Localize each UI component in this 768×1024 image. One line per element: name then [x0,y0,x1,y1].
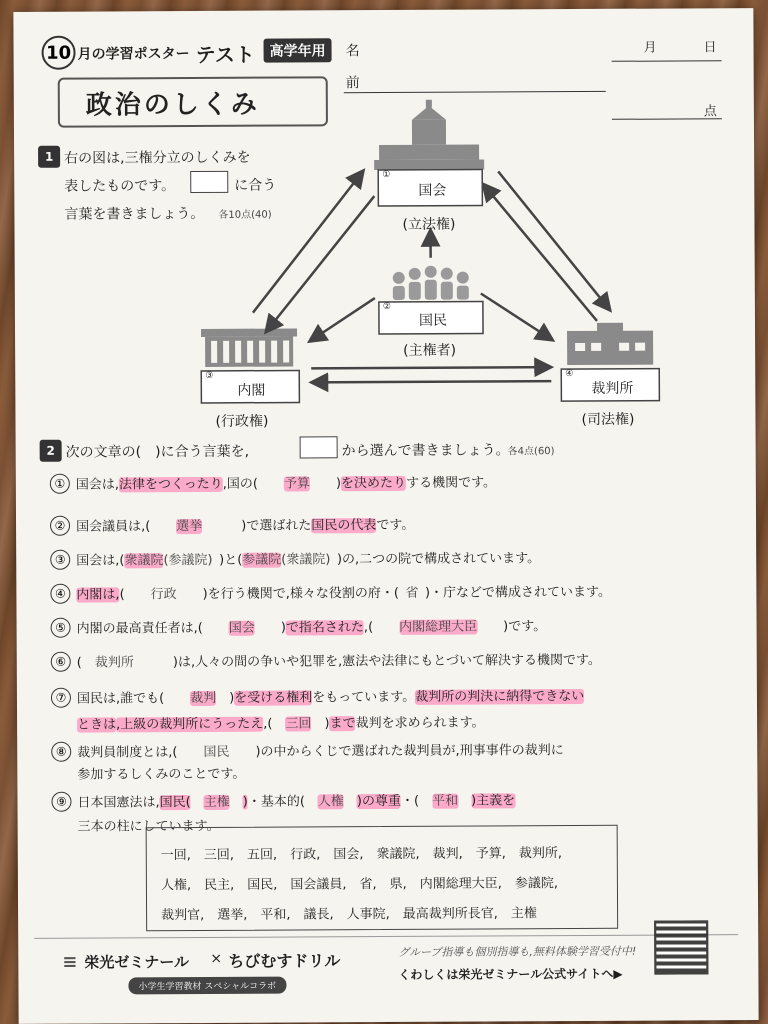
answer-saibansho: 裁判所 [94,655,134,671]
answer-kokumin: 国民 [203,744,230,760]
q2-item-1: 国会は,法律をつくったり,国の( 予算 )を決めたりする機関です。 [75,475,497,493]
q2-item-3: 国会は,(衆議院(参議院) )と(参議院(衆議院) )の,二つの院で構成されています。 [76,551,541,569]
answer-pm: 内閣総理大臣 [399,619,478,635]
footer-collab: 小学生学習教材 スペシャルコラボ [128,977,286,995]
q2-item-7-cont: ときは,上級の裁判所にうったえ,( 三回 )まで裁判を求められます。 [77,715,485,733]
q2-badge [40,440,62,462]
title-test: テスト [195,42,255,67]
footer-cross: × [210,950,223,967]
diagram-n1: ① [382,169,391,181]
footer-notice-2: くわしくは栄光ゼミナール公式サイトへ▶ [398,966,623,982]
answer-gyosei: 行政 [150,587,177,603]
q2-points: 各4点(60) [507,446,555,458]
q2-item-9-number: ⑨ [51,792,71,812]
q2-item-4: 内閣は,( 行政 )を行う機関で,様々な役割の府・( 省 )・庁などで構成されています。 [76,584,612,603]
q2-item-7-number: ⑦ [51,688,71,708]
day-label: 日 [703,40,717,56]
word-bank-row-2: 人権, 民主, 国民, 国会議員, 省, 県, 内閣総理大臣, 参議院, [160,876,559,894]
name-label-2: 前 [345,75,360,92]
diagram-n3: ③ [205,370,214,381]
main-title-text: 政治のしくみ [85,89,260,121]
q2-item-8-number: ⑧ [51,742,71,762]
worksheet-paper [13,8,758,1024]
executive-label: (行政権) [215,413,269,430]
people-icon [393,266,469,300]
answer-jinken: 人権 [317,794,344,810]
q2-item-5-number: ⑤ [51,618,71,638]
title-prefix: 月の学習ポスター [77,46,190,63]
q2-instruction: 次の文章の( )に合う言葉を, [65,443,250,461]
diagram-n2: ② [382,301,392,313]
diagram-n4: ④ [565,369,574,380]
q2-item-8: 裁判員制度とは,( 国民 )の中からくじで選ばれた裁判員が,刑事事件の裁判に [77,743,564,761]
cabinet-label: 内閣 [237,382,266,399]
footer-brand-2: ちびむすドリル [228,951,341,971]
word-bank-row-3: 裁判官, 選挙, 平和, 議長, 人事院, 最高裁判所長官, 主権 [161,906,537,924]
footer-notice-1: グループ指導も個別指導も,無料体験学習受付中! [398,944,637,959]
month-number: 10 [45,42,72,64]
separation-of-powers-diagram [13,8,755,432]
footer-divider [34,934,738,939]
q2-item-1-number: ① [50,474,70,494]
answer-heiwa: 平和 [432,793,459,809]
q2-item-6-number: ⑥ [51,652,71,672]
footer-brand-1: 栄光ゼミナール [84,953,190,972]
q1-number: 1 [44,149,54,164]
q2-item-5: 内閣の最高責任者は,( 国会 )で指名された,( 内閣総理大臣 )です。 [76,619,547,637]
q1-line2: 表したものです。 [64,178,176,195]
q1-points: 各10点(40) [218,209,272,221]
diet-building-icon [374,99,484,170]
answer-kokkai: 国会 [228,620,255,636]
q2-instruction2: から選んで書きましょう。 [341,442,510,460]
sovereign-label: (主権者) [403,342,457,359]
q2-item-6: ( 裁判所 )は,人々の間の争いや犯罪を,憲法や法律にもとづいて解決する機関です。 [76,652,601,671]
q2-number: 2 [46,443,55,458]
answer-saiban: 裁判 [190,690,217,707]
legislative-label: (立法権) [402,216,456,233]
word-bank-row-1: 一回, 三回, 五回, 行政, 国会, 衆議院, 裁判, 予算, 裁判所, [160,846,563,864]
q2-item-7: 国民は,誰でも( 裁判 )を受ける権利をもっています。裁判所の判決に納得できない [76,688,585,707]
eikoh-logo-icon: ≡ [62,951,78,973]
answer-senkyo: 選挙 [176,518,203,535]
people-label: 国民 [418,312,448,329]
q1-line2b: に合う [234,177,277,194]
name-label: 名 [345,43,360,60]
diet-label: 国会 [418,182,447,199]
word-bank [146,825,619,931]
q2-item-9: 日本国憲法は,国民( 主権 )・基本的( 人権 )の尊重・( 平和 )主義を [77,793,516,811]
answer-shugiin: 衆議院 [124,553,164,569]
answer-sankai: 三回 [285,716,312,732]
q2-item-3-number: ③ [50,550,70,570]
judicial-label: (司法権) [581,411,635,428]
answer-sho: 省 [405,585,419,601]
q2-item-8-cont: 参加するしくみのことです。 [77,766,246,783]
score-label: 点 [703,104,717,120]
q2-blank-box [300,436,338,458]
answer-yosan: 予算 [283,476,310,492]
month-label: 月 [643,40,657,56]
q1-line1: 右の図は,三権分立のしくみを [64,149,251,167]
q1-line3: 言葉を書きましょう。 [64,205,205,223]
q2-item-2-number: ② [50,516,70,536]
answer-shuken: 主権 [203,794,230,810]
answer-sangiin: 参議院 [242,552,282,568]
q2-item-2: 国会議員は,( 選挙 )で選ばれた国民の代表です。 [76,517,415,535]
q2-item-4-number: ④ [50,584,70,604]
qr-code-icon[interactable] [654,920,708,974]
court-label: 裁判所 [591,380,634,397]
grade-tag: 高学年用 [263,38,331,62]
q2-item-9-cont: 三本の柱にしています。 [77,818,220,835]
